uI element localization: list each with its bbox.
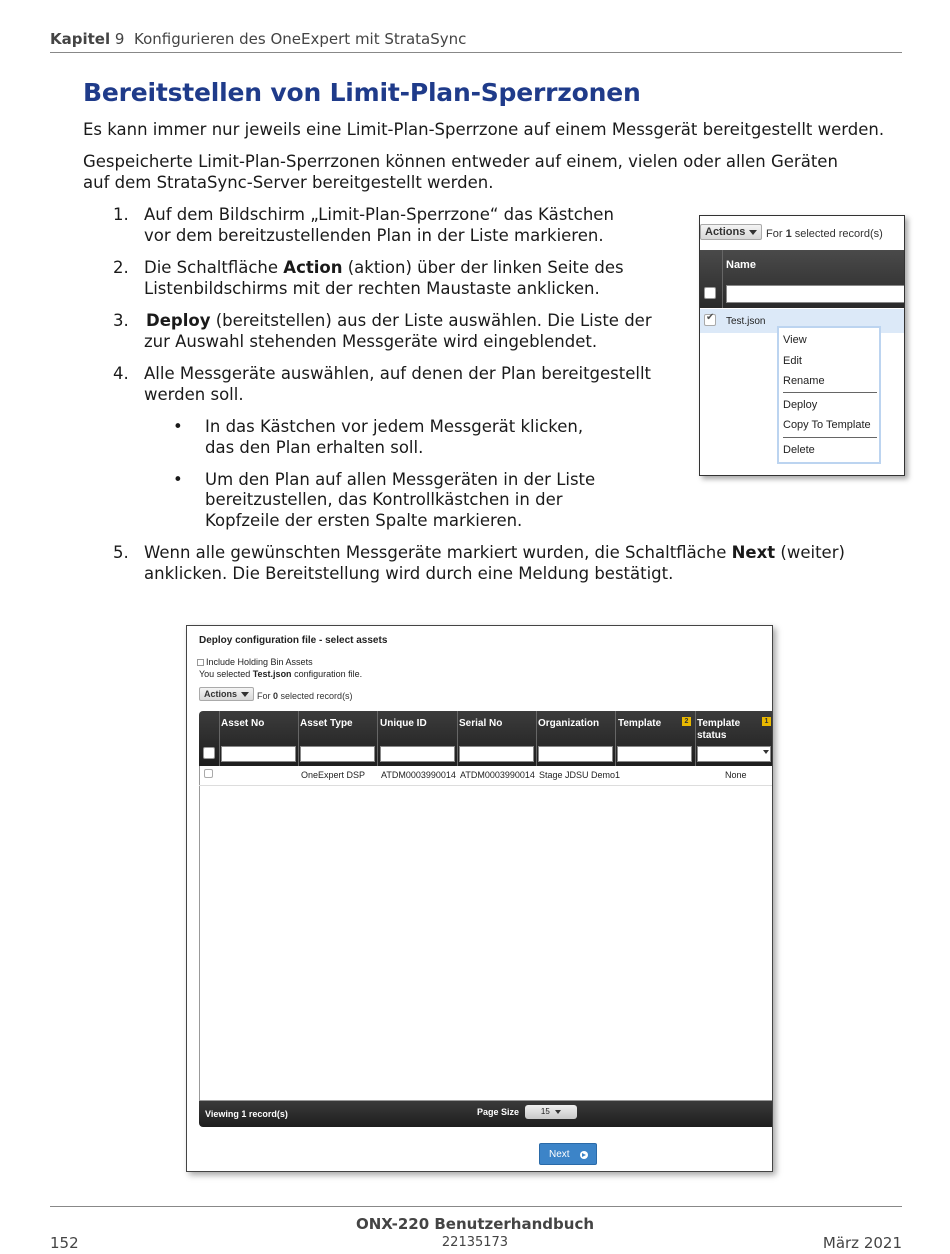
filter-asset-type[interactable] xyxy=(300,746,375,762)
sort-order-badge: 1 xyxy=(762,717,771,726)
column-header-asset-no[interactable]: Asset No xyxy=(221,718,265,729)
include-holding-checkbox[interactable] xyxy=(197,659,204,666)
for-prefix: For xyxy=(766,228,786,240)
column-header-template-status[interactable]: Template status xyxy=(697,718,741,741)
row-checkbox[interactable] xyxy=(704,314,716,326)
chapter-number: 9 xyxy=(114,30,125,48)
context-menu-screenshot xyxy=(699,215,905,476)
step-text-pre: Wenn alle gewünschten Messgeräte markiert wurden, die Schaltfläche xyxy=(144,543,732,562)
bullet-text: In das Kästchen vor jedem Messgerät klicken, xyxy=(205,417,584,436)
intro-paragraph-2-line-2: auf dem StrataSync-Server bereitgestellt werden. xyxy=(83,173,494,192)
name-column-header[interactable]: Name xyxy=(726,259,756,271)
section-title: Bereitstellen von Limit-Plan-Sperrzonen xyxy=(83,78,641,107)
selected-suffix: configuration file. xyxy=(291,669,363,679)
menu-item-delete[interactable]: Delete xyxy=(783,444,815,456)
filter-asset-no[interactable] xyxy=(221,746,296,762)
column-divider xyxy=(377,711,378,766)
filter-serial-no[interactable] xyxy=(459,746,534,762)
step-number: 1. xyxy=(113,205,129,224)
column-header-asset-type[interactable]: Asset Type xyxy=(300,718,353,729)
filter-template-status[interactable] xyxy=(697,746,771,762)
filter-organization[interactable] xyxy=(538,746,613,762)
menu-item-edit[interactable]: Edit xyxy=(783,355,802,367)
cell-template-status: None xyxy=(725,770,747,780)
grid-header xyxy=(700,250,905,308)
column-divider xyxy=(219,711,220,766)
caret-down-icon xyxy=(241,692,249,697)
column-divider xyxy=(695,711,696,766)
chapter-title: Konfigurieren des OneExpert mit StrataSync xyxy=(134,30,467,48)
cell-unique-id: ATDM0003990014 xyxy=(381,770,456,780)
step-number: 5. xyxy=(113,543,129,562)
caret-down-icon xyxy=(555,1110,561,1114)
step-text-bold: Action xyxy=(283,258,343,277)
step-text: Alle Messgeräte auswählen, auf denen der Plan bereitgestellt xyxy=(144,364,652,383)
intro-paragraph-1: Es kann immer nur jeweils eine Limit-Plan-Sperrzone auf einem Messgerät bereitgestellt werden. xyxy=(83,120,885,139)
checkmark-icon: ✔ xyxy=(706,312,715,323)
column-divider xyxy=(298,711,299,766)
step-text-post: (bereitstellen) aus der Liste auswählen. Die Liste der xyxy=(210,311,652,330)
step-number: 2. xyxy=(113,258,129,277)
header-rule xyxy=(50,52,902,53)
column-header-serial-no[interactable]: Serial No xyxy=(459,718,503,729)
selected-prefix: You selected xyxy=(199,669,253,679)
step-text: vor dem bereitzustellenden Plan in der Liste markieren. xyxy=(144,226,604,245)
step-text: werden soll. xyxy=(144,385,244,404)
arrow-right-icon xyxy=(582,1153,586,1157)
next-button-label: Next xyxy=(549,1149,570,1160)
step-number: 3. xyxy=(113,311,129,330)
assets-grid-header xyxy=(199,711,773,766)
filter-unique-id[interactable] xyxy=(380,746,455,762)
actions-button[interactable] xyxy=(700,224,762,240)
grid-footer xyxy=(199,1101,773,1127)
step-text: zur Auswahl stehenden Messgeräte wird eingeblendet. xyxy=(144,332,598,351)
step-text-bold: Deploy xyxy=(146,311,211,330)
step-text xyxy=(146,310,652,331)
selected-records-text xyxy=(766,228,883,240)
column-header-unique-id[interactable]: Unique ID xyxy=(380,718,427,729)
column-divider xyxy=(615,711,616,766)
bullet-text: Um den Plan auf allen Messgeräten in der Liste xyxy=(205,470,596,489)
menu-separator xyxy=(783,437,877,438)
bullet-dot: • xyxy=(173,470,183,489)
filter-template[interactable] xyxy=(617,746,692,762)
for-prefix: For xyxy=(257,691,274,701)
bullet-text: bereitzustellen, das Kontrollkästchen in der xyxy=(205,490,563,509)
include-holding-label: Include Holding Bin Assets xyxy=(206,657,313,667)
step-text-pre: Die Schaltfläche xyxy=(144,258,284,277)
viewing-records-text: Viewing 1 record(s) xyxy=(205,1109,288,1119)
step-text: anklicken. Die Bereitstellung wird durch eine Meldung bestätigt. xyxy=(144,564,674,583)
column-divider xyxy=(722,250,723,308)
selected-file-name: Test.json xyxy=(252,669,292,679)
dropdown-caret-icon xyxy=(763,750,769,754)
page-number: 152 xyxy=(50,1234,79,1252)
next-button[interactable] xyxy=(539,1143,597,1165)
menu-item-copy-to-template[interactable]: Copy To Template xyxy=(783,419,871,431)
footer-rule xyxy=(50,1206,902,1207)
intro-paragraph-2-line-1: Gespeicherte Limit-Plan-Sperrzonen können entweder auf einem, vielen oder allen Geräten xyxy=(83,152,838,171)
select-all-checkbox[interactable] xyxy=(203,747,215,759)
select-all-checkbox[interactable] xyxy=(704,287,716,299)
menu-item-deploy[interactable]: Deploy xyxy=(783,399,818,411)
deploy-dialog-screenshot xyxy=(186,625,773,1172)
selected-file-text xyxy=(199,669,362,679)
step-text xyxy=(144,542,845,563)
step-text: Listenbildschirms mit der rechten Maustaste anklicken. xyxy=(144,279,600,298)
bullet-dot: • xyxy=(173,417,183,436)
include-holding-option[interactable] xyxy=(197,657,313,667)
menu-item-rename[interactable]: Rename xyxy=(783,375,825,387)
chapter-label: Kapitel xyxy=(50,30,111,48)
for-suffix: selected record(s) xyxy=(278,691,353,701)
arrow-circle-icon xyxy=(580,1151,588,1159)
step-text-post: (aktion) über der linken Seite des xyxy=(342,258,624,277)
row-checkbox[interactable] xyxy=(204,769,213,778)
for-suffix: selected record(s) xyxy=(791,228,883,240)
name-filter-input[interactable] xyxy=(726,285,905,303)
manual-title: ONX-220 Benutzerhandbuch xyxy=(355,1215,595,1233)
column-divider xyxy=(536,711,537,766)
column-divider xyxy=(457,711,458,766)
context-menu xyxy=(777,326,881,464)
actions-button[interactable] xyxy=(199,687,254,701)
bullet-text: Kopfzeile der ersten Spalte markieren. xyxy=(205,511,523,530)
page-size-label: Page Size xyxy=(477,1107,520,1117)
running-header xyxy=(50,30,902,52)
step-text-post: (weiter) xyxy=(775,543,845,562)
actions-button-label: Actions xyxy=(204,689,238,699)
selected-count: 0 xyxy=(273,691,279,701)
cell-asset-type: OneExpert DSP xyxy=(301,770,366,780)
column-header-organization[interactable]: Organization xyxy=(538,718,600,729)
selected-count: 1 xyxy=(785,228,792,240)
sort-order-badge: 2 xyxy=(682,717,691,726)
bullet-text: das den Plan erhalten soll. xyxy=(205,438,424,457)
dialog-title: Deploy configuration file - select assets xyxy=(199,635,388,646)
page-size-value: 15 xyxy=(540,1107,550,1116)
menu-separator xyxy=(783,392,877,393)
step-text: Auf dem Bildschirm „Limit-Plan-Sperrzone“ das Kästchen xyxy=(144,205,614,224)
menu-item-view[interactable]: View xyxy=(783,334,807,346)
page-size-select[interactable] xyxy=(525,1105,577,1119)
assets-grid-body xyxy=(199,766,773,1101)
document-number: 22135173 xyxy=(441,1235,509,1250)
step-number: 4. xyxy=(113,364,129,383)
step-text xyxy=(144,257,624,278)
column-header-template[interactable]: Template xyxy=(618,718,662,729)
row-name: Test.json xyxy=(726,316,766,327)
cell-serial-no: ATDM0003990014 xyxy=(460,770,535,780)
publication-date: März 2021 xyxy=(822,1234,902,1252)
cell-organization: Stage JDSU Demo1 xyxy=(539,770,621,780)
selected-records-text xyxy=(257,691,353,701)
actions-button-label: Actions xyxy=(705,226,746,238)
step-text-bold: Next xyxy=(731,543,776,562)
caret-down-icon xyxy=(749,230,757,235)
